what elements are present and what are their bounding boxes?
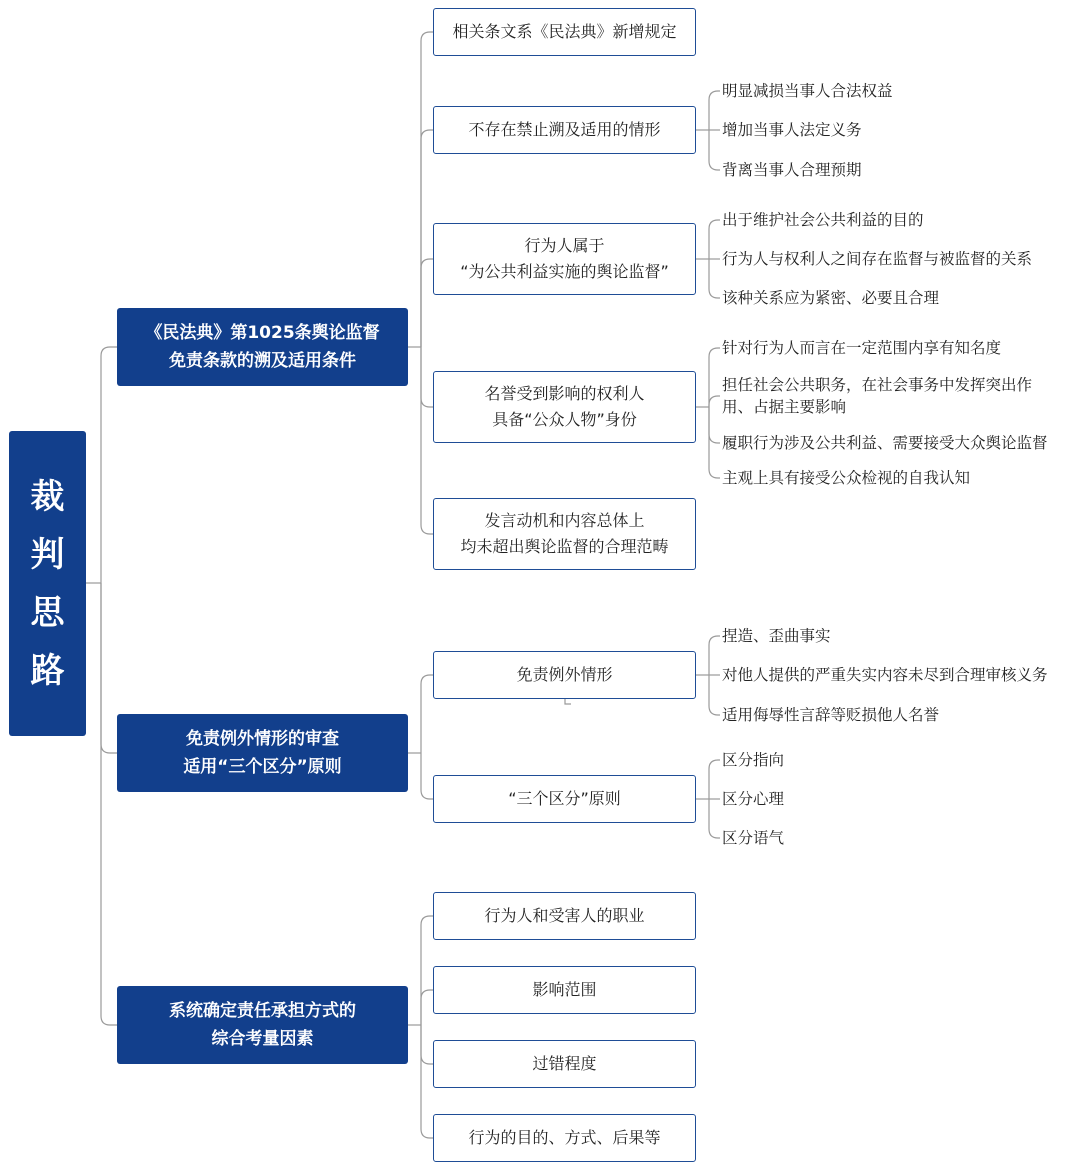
leaf-node: 出于维护社会公共利益的目的 — [722, 211, 924, 229]
connector-line — [709, 130, 720, 170]
connector-line — [709, 220, 720, 259]
branch-node: 免责例外情形的审查 适用“三个区分”原则 — [117, 714, 408, 792]
connector-line — [709, 259, 720, 298]
topic-node: 影响范围 — [433, 966, 696, 1014]
leaf-node: 行为人与权利人之间存在监督与被监督的关系 — [722, 250, 1033, 268]
leaf-node: 背离当事人合理预期 — [722, 161, 862, 179]
leaf-node: 区分指向 — [722, 751, 785, 769]
connector-line — [709, 760, 720, 799]
leaf-node: 区分语气 — [722, 829, 785, 847]
connector-line — [421, 32, 433, 347]
connector-line — [421, 347, 433, 407]
branch-node: 《民法典》第1025条舆论监督 免责条款的溯及适用条件 — [117, 308, 408, 386]
leaf-node: 该种关系应为紧密、必要且合理 — [722, 289, 940, 307]
leaf-node: 增加当事人法定义务 — [722, 121, 862, 139]
connector-line — [565, 699, 571, 704]
topic-node: 过错程度 — [433, 1040, 696, 1088]
connector-line — [101, 583, 117, 1025]
topic-node: 行为的目的、方式、后果等 — [433, 1114, 696, 1162]
topic-node: 发言动机和内容总体上 均未超出舆论监督的合理范畴 — [433, 498, 696, 570]
connector-line — [101, 583, 117, 753]
connector-line — [421, 675, 433, 753]
leaf-node: 履职行为涉及公共利益、需要接受大众舆论监督 — [722, 434, 1048, 452]
connector-line — [709, 91, 720, 130]
connector-line — [421, 130, 433, 347]
connector-line — [421, 1025, 433, 1064]
branch-node: 系统确定责任承担方式的 综合考量因素 — [117, 986, 408, 1064]
topic-node: 行为人属于 “为公共利益实施的舆论监督” — [433, 223, 696, 295]
connector-line — [421, 347, 433, 534]
connector-line — [709, 675, 720, 715]
topic-node: 名誉受到影响的权利人 具备“公众人物”身份 — [433, 371, 696, 443]
connector-line — [421, 990, 433, 1025]
leaf-node: 捏造、歪曲事实 — [722, 627, 831, 645]
leaf-node: 区分心理 — [722, 790, 785, 808]
leaf-node: 适用侮辱性言辞等贬损他人名誉 — [722, 706, 940, 724]
topic-node: 相关条文系《民法典》新增规定 — [433, 8, 696, 56]
connector-line — [101, 347, 117, 583]
connector-line — [709, 636, 720, 675]
leaf-node: 主观上具有接受公众检视的自我认知 — [722, 469, 971, 487]
root-node: 裁 判 思 路 — [9, 431, 86, 736]
topic-node: “三个区分”原则 — [433, 775, 696, 823]
connector-line — [709, 348, 720, 407]
connector-line — [421, 916, 433, 1025]
connector-line — [421, 1025, 433, 1138]
leaf-node: 担任社会公共职务，在社会事务中发挥突出作 用、占据主要影响 — [722, 376, 1033, 416]
topic-node: 免责例外情形 — [433, 651, 696, 699]
topic-node: 行为人和受害人的职业 — [433, 892, 696, 940]
connector-line — [709, 799, 720, 838]
connector-line — [709, 407, 720, 478]
connector-line — [709, 407, 720, 443]
connector-line — [421, 259, 433, 347]
leaf-node: 对他人提供的严重失实内容未尽到合理审核义务 — [722, 666, 1048, 684]
connector-line — [709, 396, 720, 407]
leaf-node: 明显减损当事人合法权益 — [722, 82, 893, 100]
connector-line — [421, 753, 433, 799]
leaf-node: 针对行为人而言在一定范围内享有知名度 — [722, 339, 1002, 357]
topic-node: 不存在禁止溯及适用的情形 — [433, 106, 696, 154]
